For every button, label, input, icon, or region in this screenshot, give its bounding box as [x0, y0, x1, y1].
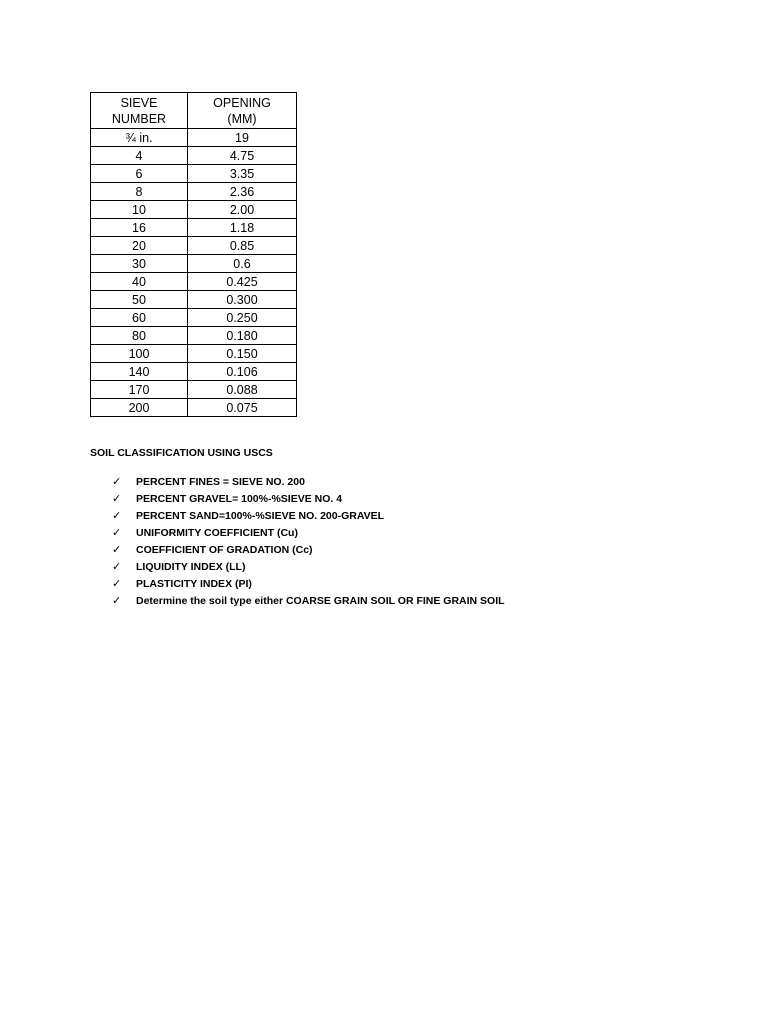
- cell-sieve-number: 30: [91, 255, 188, 273]
- cell-opening-mm: 2.36: [188, 183, 297, 201]
- cell-opening-mm: 0.6: [188, 255, 297, 273]
- list-item: [112, 525, 505, 542]
- list-item: [112, 593, 505, 610]
- list-item: [112, 576, 505, 593]
- table-header-row: [91, 93, 297, 129]
- cell-opening-mm: 4.75: [188, 147, 297, 165]
- check-icon: ✓: [112, 527, 122, 539]
- cell-opening-mm: 0.300: [188, 291, 297, 309]
- check-icon: ✓: [112, 476, 122, 488]
- list-item: [112, 559, 505, 576]
- table-row: [91, 219, 297, 237]
- cell-sieve-number: 16: [91, 219, 188, 237]
- check-icon: ✓: [112, 510, 122, 522]
- criteria-list: [112, 474, 505, 610]
- table-row: [91, 201, 297, 219]
- table-body: [91, 129, 297, 417]
- header-line: (MM): [227, 111, 257, 126]
- table-row: [91, 129, 297, 147]
- cell-sieve-number: 50: [91, 291, 188, 309]
- cell-sieve-number: 6: [91, 165, 188, 183]
- sieve-table: [90, 92, 297, 417]
- header-sieve-number: [91, 93, 188, 129]
- cell-opening-mm: 0.85: [188, 237, 297, 255]
- list-item-text: UNIFORMITY COEFFICIENT (Cu): [136, 527, 298, 539]
- list-item: [112, 542, 505, 559]
- cell-opening-mm: 0.250: [188, 309, 297, 327]
- cell-sieve-number: 200: [91, 399, 188, 417]
- list-item-text: Determine the soil type either COARSE GRAIN SOIL OR FINE GRAIN SOIL: [136, 595, 505, 607]
- cell-sieve-number: 10: [91, 201, 188, 219]
- list-item-text: PERCENT FINES = SIEVE NO. 200: [136, 476, 305, 488]
- table-row: [91, 327, 297, 345]
- cell-sieve-number: 4: [91, 147, 188, 165]
- list-item: [112, 474, 505, 491]
- cell-sieve-number: ¾ in.: [91, 129, 188, 147]
- cell-opening-mm: 0.088: [188, 381, 297, 399]
- table-row: [91, 291, 297, 309]
- cell-opening-mm: 19: [188, 129, 297, 147]
- table-row: [91, 309, 297, 327]
- table-row: [91, 165, 297, 183]
- table-row: [91, 255, 297, 273]
- list-item-text: COEFFICIENT OF GRADATION (Cc): [136, 544, 313, 556]
- header-line: OPENING: [213, 95, 271, 110]
- table-row: [91, 399, 297, 417]
- header-opening-mm: [188, 93, 297, 129]
- cell-sieve-number: 80: [91, 327, 188, 345]
- cell-opening-mm: 0.425: [188, 273, 297, 291]
- check-icon: ✓: [112, 595, 122, 607]
- check-icon: ✓: [112, 561, 122, 573]
- table-row: [91, 147, 297, 165]
- cell-sieve-number: 8: [91, 183, 188, 201]
- cell-opening-mm: 3.35: [188, 165, 297, 183]
- table-row: [91, 363, 297, 381]
- list-item-text: PLASTICITY INDEX (PI): [136, 578, 252, 590]
- cell-sieve-number: 100: [91, 345, 188, 363]
- header-line: SIEVE: [120, 95, 158, 110]
- header-line: NUMBER: [111, 111, 167, 126]
- list-item-text: PERCENT GRAVEL= 100%-%SIEVE NO. 4: [136, 493, 343, 505]
- cell-opening-mm: 2.00: [188, 201, 297, 219]
- cell-opening-mm: 1.18: [188, 219, 297, 237]
- list-item: [112, 491, 505, 508]
- check-icon: ✓: [112, 578, 122, 590]
- cell-opening-mm: 0.075: [188, 399, 297, 417]
- table-row: [91, 381, 297, 399]
- table-row: [91, 345, 297, 363]
- list-item-text: LIQUIDITY INDEX (LL): [136, 561, 246, 573]
- list-item: [112, 508, 505, 525]
- cell-sieve-number: 40: [91, 273, 188, 291]
- cell-opening-mm: 0.180: [188, 327, 297, 345]
- cell-opening-mm: 0.106: [188, 363, 297, 381]
- cell-opening-mm: 0.150: [188, 345, 297, 363]
- table-row: [91, 183, 297, 201]
- list-item-text: PERCENT SAND=100%-%SIEVE NO. 200-GRAVEL: [136, 510, 385, 522]
- section-heading: SOIL CLASSIFICATION USING USCS: [90, 447, 273, 459]
- cell-sieve-number: 140: [91, 363, 188, 381]
- table-row: [91, 237, 297, 255]
- cell-sieve-number: 60: [91, 309, 188, 327]
- check-icon: ✓: [112, 544, 122, 556]
- check-icon: ✓: [112, 493, 122, 505]
- table-row: [91, 273, 297, 291]
- cell-sieve-number: 20: [91, 237, 188, 255]
- cell-sieve-number: 170: [91, 381, 188, 399]
